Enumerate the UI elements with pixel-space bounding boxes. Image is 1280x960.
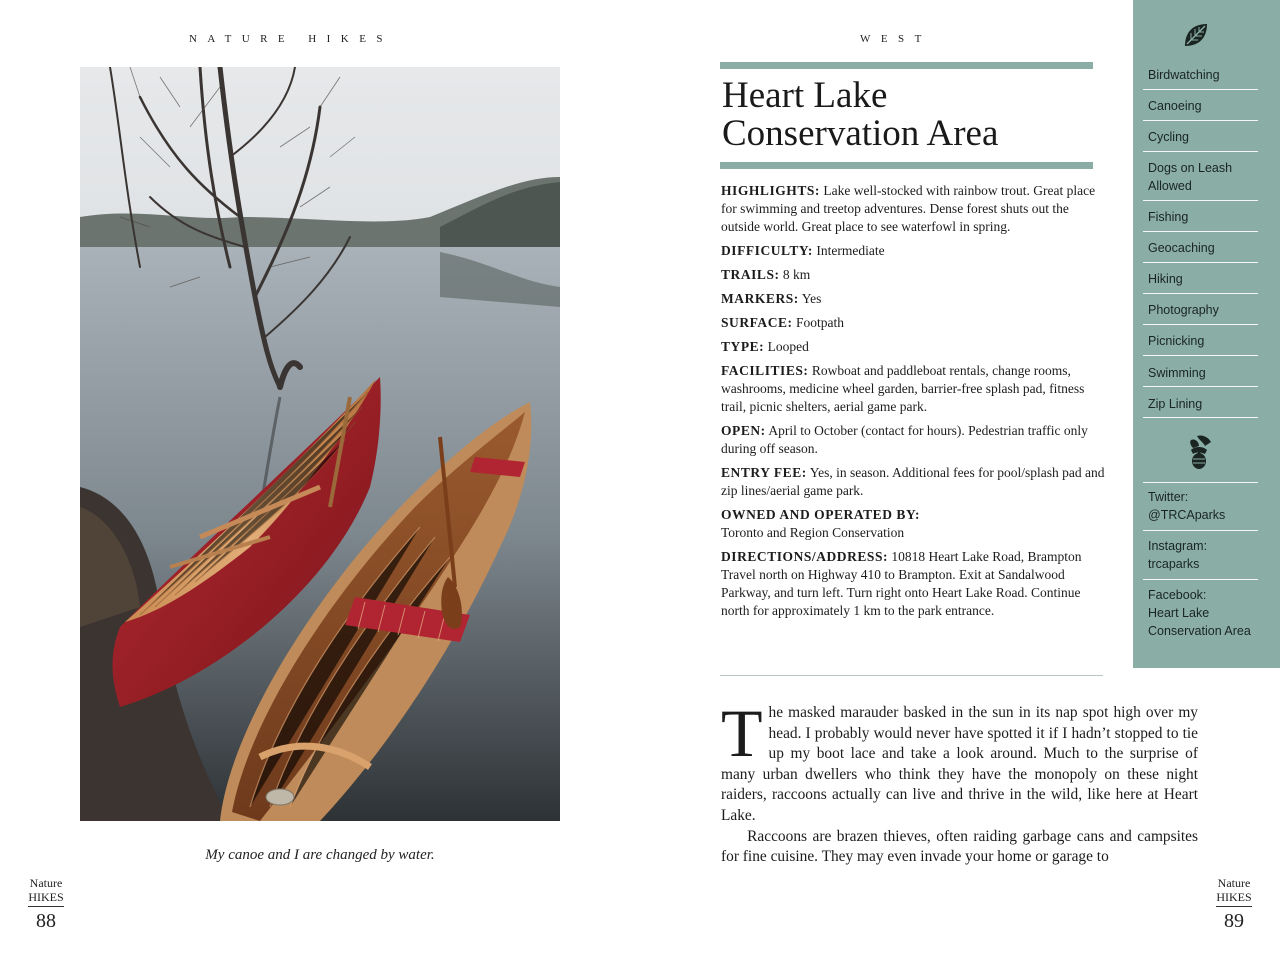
- spec-open: OPEN: April to October (contact for hours). Pedestrian traffic only during off season.: [721, 423, 1088, 456]
- social-facebook-label: Facebook:: [1148, 588, 1207, 602]
- sidebar-rule: [1143, 120, 1258, 121]
- running-head-right: WEST: [860, 33, 932, 45]
- spec-surface: SURFACE: Footpath: [721, 315, 844, 330]
- folio-rule: [28, 906, 64, 907]
- sidebar-rule: [1143, 262, 1258, 263]
- social-twitter-label: Twitter:: [1148, 490, 1189, 504]
- activity-photography: Photography: [1148, 303, 1219, 317]
- title-line1: Heart Lake: [722, 75, 888, 116]
- title-line2: Conservation Area: [722, 113, 999, 154]
- sidebar-rule: [1143, 386, 1258, 387]
- trail-specs: [721, 182, 1106, 626]
- page-number-right: 89: [1224, 910, 1244, 932]
- spec-difficulty: DIFFICULTY: Intermediate: [721, 243, 885, 258]
- photo-caption: My canoe and I are changed by water.: [205, 847, 435, 863]
- spec-entry-fee: ENTRY FEE: Yes, in season. Additional fees for pool/splash pad and zip lines/aerial game park.: [721, 465, 1105, 498]
- activity-picnicking: Picnicking: [1148, 334, 1205, 348]
- spec-owned-by: OWNED AND OPERATED BY: Toronto and Region Conservation: [721, 507, 921, 540]
- folio-label-line1: Nature: [1217, 876, 1251, 890]
- sidebar-rule: [1143, 231, 1258, 232]
- social-facebook-handle: Heart Lake Conservation Area: [1148, 606, 1251, 638]
- specs-divider: [720, 675, 1103, 676]
- social-facebook: [1148, 586, 1257, 640]
- activity-hiking: Hiking: [1148, 272, 1183, 286]
- acorn-icon: [1183, 432, 1219, 470]
- running-head-left: NATURE HIKES: [189, 33, 393, 45]
- title-rule-top: [720, 62, 1093, 69]
- sidebar-rule: [1143, 89, 1258, 90]
- leaf-icon: [1181, 20, 1211, 50]
- page-number-left: 88: [36, 910, 56, 932]
- sidebar-rule: [1143, 151, 1258, 152]
- folio-label-line2: HIKES: [1216, 890, 1252, 904]
- sidebar-rule: [1143, 579, 1258, 580]
- spec-facilities: FACILITIES: Rowboat and paddleboat rentals, change rooms, washrooms, medicine wheel garden, barrier-free splash pad, fitness trail, picnic shelters, aerial game park.: [721, 363, 1085, 414]
- sidebar-rule: [1143, 417, 1258, 418]
- social-instagram: [1148, 537, 1257, 573]
- folio-right: [1214, 876, 1254, 931]
- page-title: [722, 77, 1102, 153]
- body-paragraph-2: Raccoons are brazen thieves, often raiding garbage cans and campsites for fine cuisine. They may even invade your home or garage to: [721, 827, 1198, 866]
- spec-markers: MARKERS: Yes: [721, 291, 822, 306]
- sidebar-rule: [1143, 200, 1258, 201]
- spec-highlights: HIGHLIGHTS: Lake well-stocked with rainbow trout. Great place for swimming and treetop adventures. Dense forest shuts out the outside world. Great place to see waterfowl in spring.: [721, 183, 1096, 234]
- body-text: [721, 695, 1198, 868]
- sidebar-rule: [1143, 530, 1258, 531]
- activity-dogs-on-leash: Dogs on Leash Allowed: [1148, 161, 1233, 193]
- sidebar-rule: [1143, 482, 1258, 483]
- folio-label-line2: HIKES: [28, 890, 64, 904]
- canoe-photo: [80, 67, 560, 821]
- spec-trails: TRAILS: 8 km: [721, 267, 811, 282]
- activity-sidebar: [1133, 0, 1280, 668]
- sidebar-rule: [1143, 293, 1258, 294]
- folio-left: [26, 876, 66, 931]
- drop-cap: T: [721, 695, 763, 771]
- activity-canoeing: Canoeing: [1148, 99, 1202, 113]
- spec-directions: DIRECTIONS/ADDRESS: 10818 Heart Lake Road, Brampton Travel north on Highway 410 to Brampton. Exit at Sandalwood Parkway, and turn left. Turn right onto Heart Lake Road. Continue north for approximately 1 km to the park entrance.: [721, 549, 1082, 618]
- title-rule-bottom: [720, 162, 1093, 169]
- sidebar-rule: [1143, 324, 1258, 325]
- sidebar-rule: [1143, 355, 1258, 356]
- social-instagram-label: Instagram:: [1148, 539, 1208, 553]
- body-paragraph-1: he masked marauder basked in the sun in its nap spot high over my head. I probably would never have spotted it if I hadn’t stopped to tie up my boot lace and take a look around. Much to the surprise of many urban dwellers who think they have the monopoly on these night raiders, raccoons actually can live and thrive in the wild, like here at Heart Lake.: [721, 704, 1198, 824]
- social-twitter: [1148, 488, 1257, 524]
- activity-zip-lining: Zip Lining: [1148, 397, 1203, 411]
- social-instagram-handle: trcaparks: [1148, 557, 1200, 571]
- spec-type: TYPE: Looped: [721, 339, 809, 354]
- activity-birdwatching: Birdwatching: [1148, 68, 1220, 82]
- activity-geocaching: Geocaching: [1148, 241, 1215, 255]
- activity-cycling: Cycling: [1148, 130, 1189, 144]
- folio-label-line1: Nature: [29, 876, 63, 890]
- folio-rule: [1216, 906, 1252, 907]
- activity-fishing: Fishing: [1148, 210, 1189, 224]
- social-twitter-handle: @TRCAparks: [1148, 508, 1226, 522]
- activity-swimming: Swimming: [1148, 366, 1206, 380]
